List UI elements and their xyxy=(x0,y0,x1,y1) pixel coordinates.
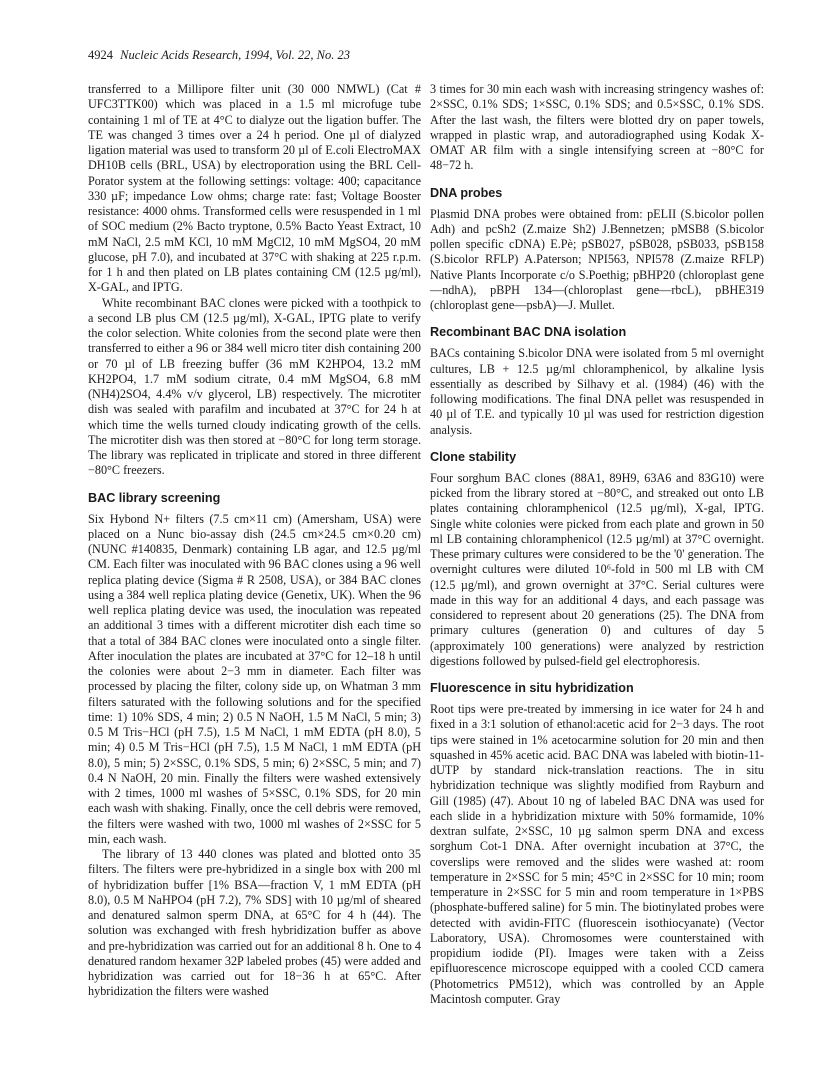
section-heading-clone-stability: Clone stability xyxy=(430,449,517,464)
section-heading-fish: Fluorescence in situ hybridization xyxy=(430,681,634,695)
section-heading-bac-isolation: Recombinant BAC DNA isolation xyxy=(430,325,627,340)
paragraph-clone-picking: White recombinant BAC clones were picked with a toothpick to a second LB plus CM (12.5 µg/ml), X-GAL, IPTG plate to verify the color selection. White colonies from the second plate were then transferred to either a 96 or 384 well micro titer dish containing 200 or 70 µl of LB freezing buffer (36 mM K2HPO4, 13.2 mM KH2PO4, 1.7 mM sodium citrate, 0.4 mM MgSO4, 6.8 mM (NH4)2SO4, 4.4% v/v glycerol, LB) respectively. The microtiter dish was sealed with parafilm and incubated at 37°C for 24 h at which time the wells turned cloudy indicating growth of the cells. The microtiter dish was then stored at −80°C for long term storage. The library was replicated in triplicate and stored in three different −80°C freezers. xyxy=(88,295,421,478)
paragraph-probes: Plasmid DNA probes were obtained from: pELII (S.bicolor pollen Adh) and pcSh2 (Z.maize Sh2) J.Bennetzen; pMSB8 (S.bicolor pollen specific cDNA) E.Pè; pSB027, pSB028, pSB033, pSB158 (S.bicolor RFLP) A.Paterson; NPI563, NPI578 (Z.maize RFLP) Native Plants Incorporate c/o S.Poethig; pBHP20 (chloroplast gene—ndhA), pBPH 134—(chloroplast gene—rbcL), pBHE319 (chloroplast gene—psbA)—J. Mullet. xyxy=(430,206,764,312)
section-heading-library-screening: BAC library screening xyxy=(88,490,221,505)
paragraph-washes: 3 times for 30 min each wash with increasing stringency washes of: 2×SSC, 0.1% SDS; 1×SSC, 0.1% SDS; and 0.5×SSC, 0.1% SDS. After the last wash, the filters were blotted dry on paper towels, wrapped in plastic wrap, and autoradiographed using Kodak X-OMAT AR film with a single intensifying screen at −80°C for 48−72 h. xyxy=(430,82,764,173)
page-number: 4924 xyxy=(88,48,113,62)
paragraph-hybridization: The library of 13 440 clones was plated and blotted onto 35 filters. The filters were pre-hybridized in a single box with 200 ml of hybridization buffer [1% BSA—fraction V, 1 mM EDTA (pH 8.0), 0.5 M NaHPO4 (pH 7.2), 7% SDS] with 10 µg/ml of sheared and denatured salmon sperm DNA, at 65°C for 4 h (44). The solution was exchanged with fresh hybridization buffer as above and pre-hybridization was carried out for an additional 8 h. One to 4 denatured random hexamer 32P labeled probes (45) were added and hybridization was carried out for 18−36 h at 65°C. After hybridization the filters were washed xyxy=(88,847,421,999)
left-column xyxy=(88,82,421,1000)
paragraph-transformation: transferred to a Millipore filter unit (30 000 NMWL) (Cat # UFC3TTK00) which was placed in a 1.5 ml microfuge tube containing 1 ml of TE at 4°C to dialyze out the ligation buffer. The TE was changed 3 times over a 24 h period. One µl of dialyzed ligation material was used to transform 20 µl of E.coli ElectroMAX DH10B cells (BRL, USA) by electroporation using the BRL Cell-Porator system at the following settings: voltage: 400; capacitance 330 µF; impedance Low ohms; charge rate: fast; Voltage Booster resistance: 4000 ohms. Transformed cells were resuspended in 1 ml of SOC medium (2% Bacto tryptone, 0.5% Bacto Yeast Extract, 10 mM NaCl, 2.5 mM KCl, 10 mM MgCl2, 10 mM MgSO4, 20 mM glucose, pH 7.0), and incubated at 37°C with shaking at 225 r.p.m. for 1 h and then plated on LB plates containing CM (12.5 µg/ml), X-GAL, and IPTG. xyxy=(88,82,421,295)
journal-citation: Nucleic Acids Research, 1994, Vol. 22, No. 23 xyxy=(120,48,350,62)
section-heading-dna-probes: DNA probes xyxy=(430,185,503,200)
running-header xyxy=(88,48,748,70)
paragraph-isolation: BACs containing S.bicolor DNA were isolated from 5 ml overnight cultures, LB + 12.5 µg/ml chloramphenicol, by alkaline lysis essentially as described by Silhavy et al. (1984) (46) with the following modifications. The final DNA pellet was resuspended in 40 µl of T.E. and typically 10 µl was used for restriction digestion analysis. xyxy=(430,346,764,437)
paragraph-fish: Root tips were pre-treated by immersing in ice water for 24 h and fixed in a 3:1 solution of ethanol:acetic acid for 2−3 days. The root tips were stained in 1% acetocarmine solution for 20 min and then squashed in 45% acetic acid. BAC DNA was labeled with biotin-11-dUTP by standard nick-translation reactions. The in situ hybridization technique was slightly modified from Rayburn and Gill (1985) (47). About 10 ng of labeled BAC DNA was used for each slide in a hybridization mixture with 50% formamide, 10% dextran sulfate, 2×SSC, 10 µg salmon sperm DNA and excess sorghum Cot-1 DNA. After overnight incubation at 37°C, the coverslips were removed and the slides were washed at: room temperature in 2×SSC for 5 min; 45°C in 2×SSC for 10 min; room temperature in 2×SSC for 5 min and room temperature in 1×PBS (phosphate-buffered saline) for 5 min. The biotinylated probes were detected with avidin-FITC (fluorescein isothiocyanate) (Vector Laboratory, USA). Chromosomes were counterstained with propidium iodide (PI). Images were taken with a Zeiss epifluorescence microscope equipped with a cooled CCD camera (Photometrics PM512), which was controlled by an Apple Macintosh computer. Gray xyxy=(430,702,764,1006)
paragraph-filter-processing: Six Hybond N+ filters (7.5 cm×11 cm) (Amersham, USA) were placed on a Nunc bio-assay dish (24.5 cm×24.5 cm×0.20 cm) (NUNC #140835, Denmark) containing LB agar, and 12.5 µg/ml CM. Each filter was inoculated with 96 BAC clones using a 96 well replica plating device (Sigma # R 2508, USA), or 384 BAC clones using a 384 well replica plating device (Genetix, UK). When the 96 well replica plating device was used, the inoculation was repeated an additional 3 times with a different microtiter dish each time so that a total of 384 BAC clones were inoculated onto a single filter. After inoculation the plates are incubated at 37°C for 12–18 h until the colonies were about 2−3 mm in diameter. Each filter was processed by placing the filter, colony side up, on Whatman 3 mm filters saturated with the following solutions and for the specified time: 1) 10% SDS, 4 min; 2) 0.5 N NaOH, 1.5 M NaCl, 5 min; 3) 0.5 M Tris−HCl (pH 7.5), 1.5 M NaCl, 1 mM EDTA (pH 8.0), 5 min; 4) 0.5 M Tris−HCl (pH 7.5), 1.5 M NaCl, 1 mM EDTA (pH 8.0), 5 min; 5) 2×SSC, 0.1% SDS, 5 min; 6) 2×SSC, 5 min; and 7) 0.4 N NaOH, 20 min. Finally the filters were washed extensively with 2 times, 1000 ml washes of 5×SSC, 0.1% SDS, for 20 min each wash with shaking. Finally, once the cell debris were removed, the filters were washed with two, 1000 ml washes of 2×SSC for 5 min, each wash. xyxy=(88,511,421,846)
paragraph-stability: Four sorghum BAC clones (88A1, 89H9, 63A6 and 83G10) were picked from the library stored at −80°C, and streaked out onto LB plates containing chloramphenicol (12.5 µg/ml), X-gal, IPTG. Single white colonies were picked from each plate and grown in 50 ml LB containing chloramphenicol (12.5 µg/ml) at 37°C overnight. These primary cultures were considered to be the '0' generation. The overnight cultures were diluted 10⁶-fold in 500 ml LB with CM (12.5 µg/ml), and grown overnight at 37°C. Serial cultures were made in this way for an additional 4 days, and each passage was considered to represent about 20 generations (25). The DNA from primary cultures (generation 0) and cultures of day 5 (approximately 100 generations) were analyzed by restriction digestions followed by pulsed-field gel electrophoresis. xyxy=(430,470,764,668)
right-column xyxy=(430,82,764,1007)
